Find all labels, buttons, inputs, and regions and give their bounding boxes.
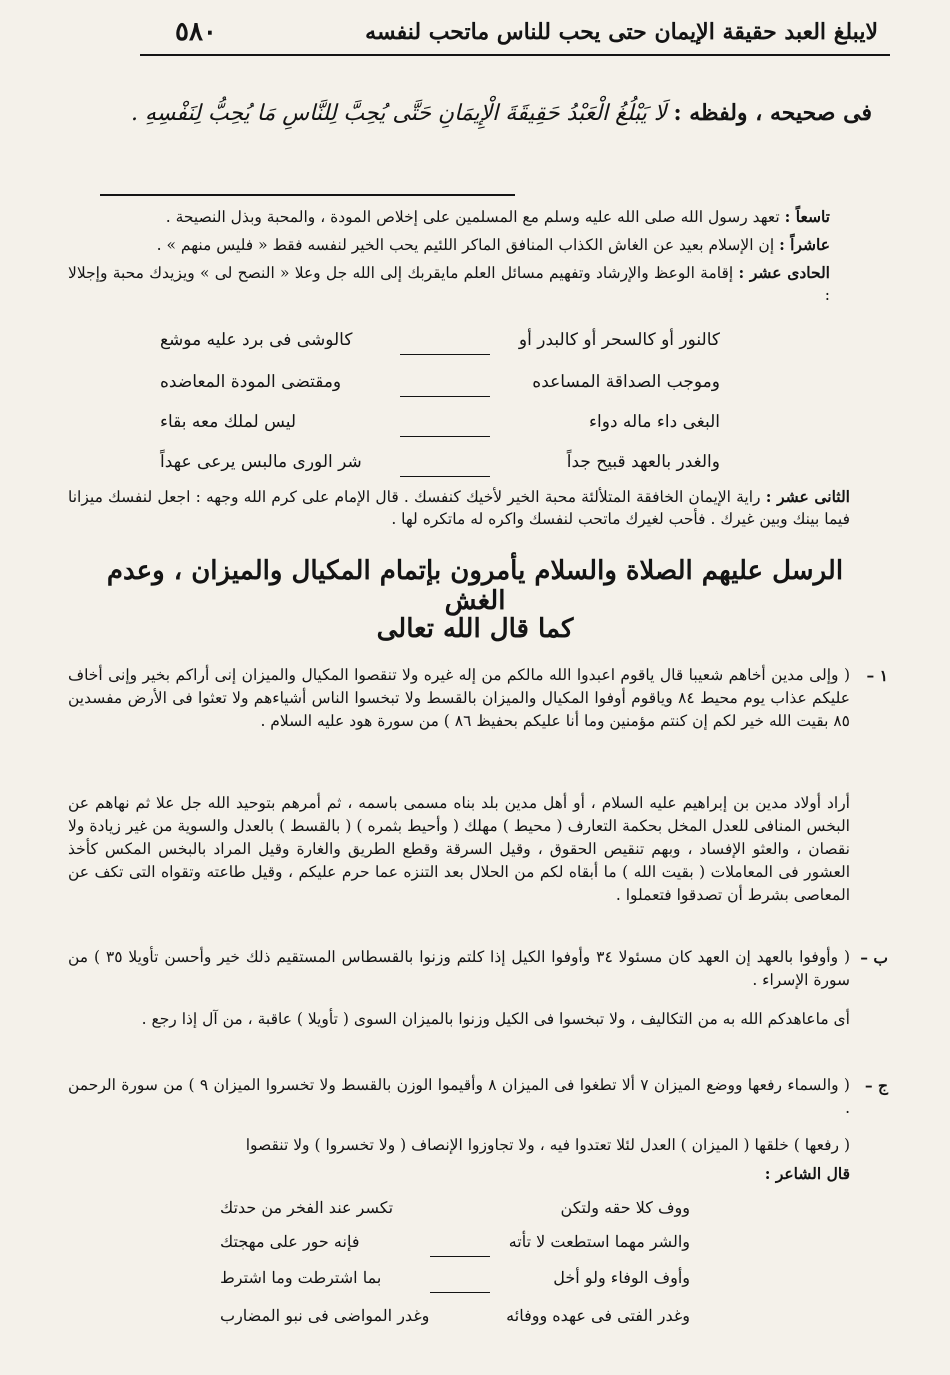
poem-couplet — [220, 1198, 690, 1230]
commentary-text: ( رفعها ) خلقها ( الميزان ) العدل لئلا تعتدوا فيه ، ولا تجاوزوا الإنصاف ( ولا تخسروا ) ولا تنقصوا — [245, 1136, 850, 1154]
point-label: الثانى عشر : — [765, 487, 850, 506]
point-eleventh — [68, 262, 830, 306]
point-text: إقامة الوعظ والإرشاد وتفهيم مسائل العلم مايقربك إلى الله جل وعلا « النصح لى » ويزيدك محبة وإجلالا : — [68, 264, 830, 304]
verse-first-hemistich: والغدر بالعهد قبيح جداً — [566, 452, 720, 472]
header-rule — [140, 54, 890, 56]
couplet-rule — [430, 1256, 490, 1257]
hadith-lead: فى صحيحه ، ولفظه : — [673, 100, 872, 126]
verse-line — [160, 372, 720, 406]
couplet-first-hemistich: والشر مهما استطعت لا تأته — [508, 1232, 690, 1251]
point-tenth — [68, 234, 830, 256]
item-marker: ب – — [860, 948, 888, 967]
couplet-second-hemistich: تكسر عند الفخر من حدتك — [220, 1198, 394, 1217]
point-text: راية الإيمان الخافقة المتلألئة محبة الخير لأخيك كنفسك . قال الإمام على كرم الله وجهه : اجعل لنفسك ميزانا فيما بينك وبين غيرك . فأحب لغيرك ماتحب لنفسك واكره له ماتكره لها . — [68, 488, 850, 528]
item-text: ( وإلى مدين أخاهم شعيبا قال ياقوم اعبدوا الله مالكم من إله غيره ولا تنقصوا المكيال والميزان إنى أراكم بخير وإنى أخاف عليكم عذاب يوم محيط ٨٤ وياقوم أوفوا المكيال والميزان بالقسط ولا تبخسوا الناس أشياءهم ولا تعثوا فى الأرض مفسدين ٨٥ بقيت الله خير لكم إن كنتم مؤمنين وما أنا عليكم بحفيظ ٨٦ ) من سورة هود عليه السلام . — [68, 666, 850, 730]
commentary-text: أى ماعاهدكم الله به من التكاليف ، ولا تبخسوا فى الكيل وزنوا بالميزان السوى ( تأويلا ) عاقبة ، من آل إذا رجع . — [141, 1010, 850, 1028]
verse-rule — [400, 476, 490, 477]
verse-first-hemistich: كالنور أو كالسحر أو كالبدر أو — [518, 330, 720, 350]
verse-second-hemistich: ومقتضى المودة المعاضده — [160, 372, 342, 392]
point-label: الحادى عشر : — [738, 263, 830, 282]
point-text: إن الإسلام بعيد عن الغاش الكذاب المنافق الماكر اللئيم يحب الخير لنفسه فقط « فليس منهم » . — [156, 236, 775, 254]
hadith-quote — [95, 100, 872, 126]
commentary-c — [68, 1134, 850, 1157]
section-subheading: كما قال الله تعالى — [376, 614, 574, 644]
verse-rule — [400, 436, 490, 437]
item-marker: ١ – — [866, 666, 888, 685]
item-marker: ج – — [864, 1076, 888, 1095]
verse-second-hemistich: كالوشى فى برد عليه موشع — [160, 330, 353, 350]
page-number: ٥٨٠ — [175, 17, 217, 47]
verse-line — [160, 452, 720, 486]
commentary-text: أراد أولاد مدين بن إبراهيم عليه السلام ، أو أهل مدين بلد بناه مسمى باسمه ، ثم أمرهم بتوحيد الله جل علا ثم نهاهم عن البخس المنافى للعدل المخل بحكمة التعارف ( محيط ) مهلك ( وأحيط بثمره ) ( بالقسط ) بالعدل والسوية من غير زيادة ولا نقصان ، والعثو الإفساد ، وبهم تنقيص الحقوق ، وقيل السرقة وقطع الطريق والغارة وقيل المراد بالبخس المكس كأخذ العشور فى المعاملات ( بقيت الله ) ما أبقاه لكم من الحلال بعد التنزه عما حرم عليكم ، وقيل طاعته وتقواه التى تكف عن المعاصى بشرط أن تصدقوا فتعملوا . — [68, 794, 850, 904]
commentary-b — [68, 1008, 850, 1031]
verse-rule — [400, 396, 490, 397]
verse-rule — [400, 354, 490, 355]
poem-couplet — [220, 1232, 690, 1264]
section-rule — [100, 194, 515, 196]
point-twelfth — [68, 486, 850, 530]
verse-first-hemistich: البغى داء ماله دواء — [589, 412, 720, 432]
item-text: ( والسماء رفعها ووضع الميزان ٧ ألا تطغوا فى الميزان ٨ وأقيموا الوزن بالقسط ولا تخسروا الميزان ٩ ) من سورة الرحمن . — [68, 1076, 850, 1117]
verse-second-hemistich: شر الورى مالبس يرعى عهداً — [160, 452, 362, 472]
quran-item-a — [68, 664, 888, 733]
quran-item-c — [68, 1074, 888, 1120]
couplet-second-hemistich: وغدر المواضى فى نبو المضارب — [220, 1306, 430, 1325]
quran-item-b — [68, 946, 888, 992]
point-label: عاشراً : — [779, 235, 830, 254]
verse-line — [160, 412, 720, 446]
commentary-a — [68, 792, 850, 907]
verse-line — [160, 330, 720, 364]
point-ninth — [68, 206, 830, 228]
item-text: ( وأوفوا بالعهد إن العهد كان مسئولا ٣٤ وأوفوا الكيل إذا كلتم وزنوا بالقسطاس المستقيم ذلك خير وأحسن تأويلا ٣٥ ) من سورة الإسراء . — [68, 948, 850, 989]
couplet-first-hemistich: وأوف الوفاء ولو أخل — [553, 1268, 690, 1287]
poem-couplet — [220, 1306, 690, 1338]
section-heading: الرسل عليهم الصلاة والسلام يأمرون بإتمام المكيال والميزان ، وعدم الغش — [106, 556, 844, 616]
poem-intro: قال الشاعر : — [764, 1164, 850, 1183]
couplet-second-hemistich: فإنه حور على مهجتك — [220, 1232, 360, 1251]
point-label: تاسعاً : — [784, 207, 830, 226]
running-title: لايبلغ العبد حقيقة الإيمان حتى يحب للناس ماتحب لنفسه — [365, 19, 878, 45]
hadith-text: لَا يَبْلُغُ الْعَبْدُ حَقِيقَةَ الْإِيمَانِ حَتَّى يُحِبَّ لِلنَّاسِ مَا يُحِبُّ لِنَفْسِهِ . — [130, 101, 667, 126]
couplet-second-hemistich: بما اشترطت وما اشترط — [220, 1268, 382, 1287]
couplet-rule — [430, 1292, 490, 1293]
verse-first-hemistich: وموجب الصداقة المساعده — [532, 372, 720, 392]
running-header — [175, 14, 878, 50]
couplet-first-hemistich: ووف كلا حقه ولتكن — [560, 1198, 690, 1217]
point-text: تعهد رسول الله صلى الله عليه وسلم مع المسلمين على إخلاص المودة ، والمحبة وبذل النصيحة . — [165, 208, 780, 226]
poem-couplet — [220, 1268, 690, 1300]
verse-second-hemistich: ليس لملك معه بقاء — [160, 412, 297, 432]
couplet-first-hemistich: وغدر الفتى فى عهده ووفائه — [506, 1306, 690, 1325]
